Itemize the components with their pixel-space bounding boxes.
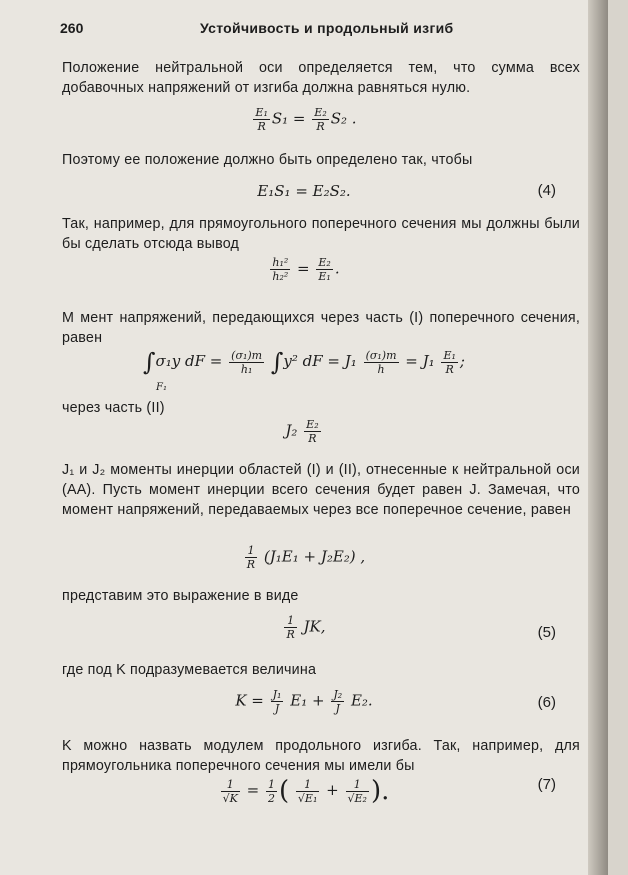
paragraph-5: через часть (II) xyxy=(62,400,165,416)
formula-2: E₁S₁ = E₂S₂. xyxy=(257,182,351,200)
formula-9: $\frac{1}{√K}$ = $\frac{1}{2}$ ( $\frac{1}{\text{√E₁}}$ + $\frac{1}{\text{√E₂}}$ ). xyxy=(222,776,390,806)
formula-7: $\frac{1}{R}$ JK, xyxy=(286,614,326,641)
equation-number-6: (6) xyxy=(537,694,556,711)
paragraph-7: представим это выражение в виде xyxy=(62,588,299,604)
formula-1: $\frac{\text{E₁}}{R}$ S₁ = $\frac{\text{E₂}}{R}$ S₂ . xyxy=(255,106,357,133)
running-title: Устойчивость и продольный изгиб xyxy=(200,20,454,36)
page-number: 260 xyxy=(60,20,84,36)
paragraph-8: где под K подразумевается величина xyxy=(62,662,317,678)
formula-6: $\frac{1}{R}$ (J₁E₁ + J₂E₂) , xyxy=(246,544,366,571)
equation-number-4: (4) xyxy=(537,182,556,199)
formula-5: J₂ $\frac{\text{E₂}}{R}$ xyxy=(285,418,319,445)
formula-4: ∫σ₁y dF = $\frac{\text{(σ₁)m}}{\text{h₁}}$ ∫y² dF = J₁ $\frac{\text{(σ₁)m}}{h}$ = J₁ $\frac{\text{E₁}}{R}$ ; xyxy=(143,348,465,376)
paragraph-1: Положение нейтральной оси определяется тем, что сумма всех добавочных напряжений от изгиба должна равняться нулю. xyxy=(62,60,580,96)
formula-8: K = $\frac{\text{J₁}}{J}$ E₁ + $\frac{\text{J₂}}{J}$ E₂. xyxy=(235,688,373,715)
formula-3: $\frac{\text{h₁²}}{\text{h₂²}}$ = $\frac{\text{E₂}}{\text{E₁}}$ . xyxy=(272,256,340,283)
paragraph-6: J₁ и J₂ моменты инерции областей (I) и (II), отнесенные к нейтральной оси (AA). Пусть момент инерции всего сечения будет равен J. Замечая, что момент напряжений, передаваемых через все поперечное сечение, равен xyxy=(62,462,580,518)
equation-number-5: (5) xyxy=(537,624,556,641)
paragraph-9: K можно назвать модулем продольного изгиба. Так, например, для прямоугольника поперечного сечения мы имели бы xyxy=(62,738,580,774)
integral-lower-limit: F₁ xyxy=(156,382,167,393)
paragraph-2: Поэтому ее положение должно быть определено так, чтобы xyxy=(62,152,473,168)
paragraph-4: М мент напряжений, передающихся через часть (I) поперечного сечения, равен xyxy=(62,310,580,346)
equation-number-7: (7) xyxy=(537,776,556,793)
paragraph-3: Так, например, для прямоугольного поперечного сечения мы должны были бы сделать отсюда вывод xyxy=(62,216,580,252)
